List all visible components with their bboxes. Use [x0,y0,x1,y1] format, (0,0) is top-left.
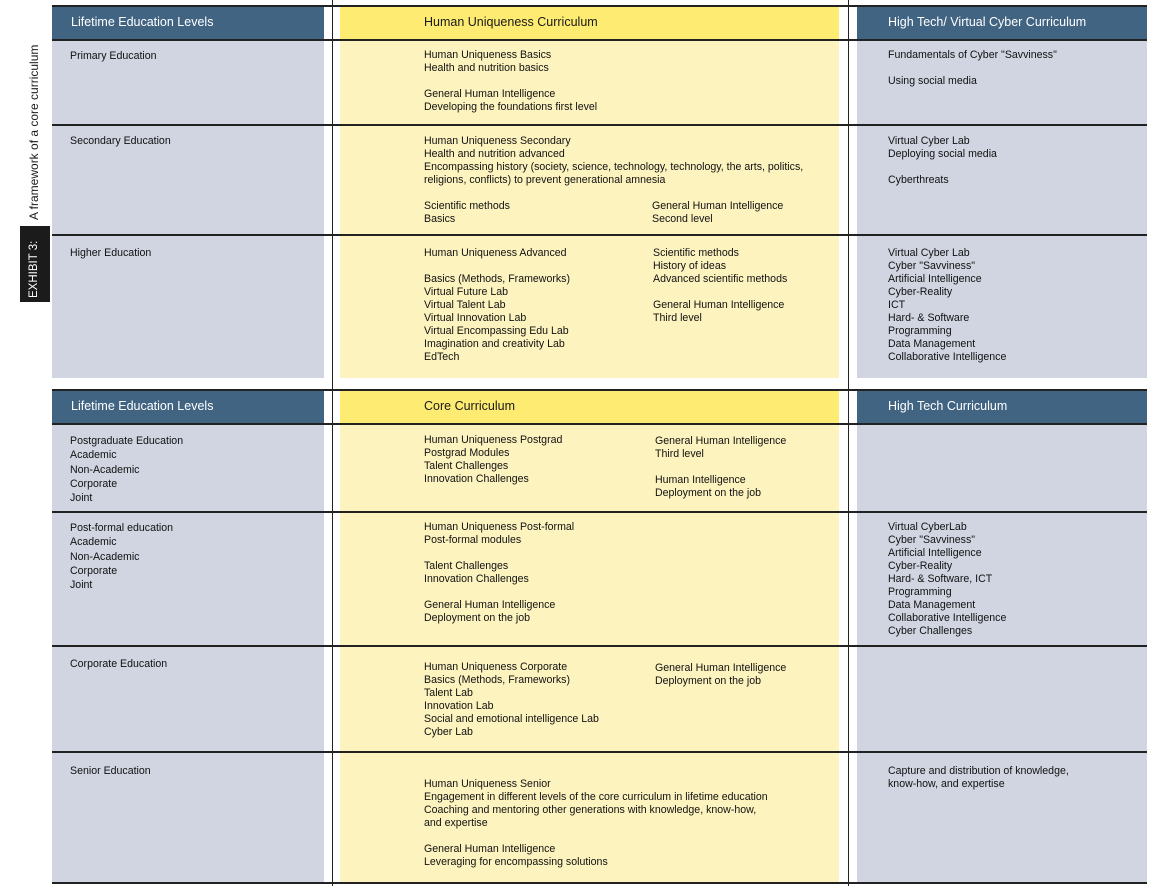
row-postgrad-tech-cell [857,425,1147,511]
exhibit-title: A framework of a core curriculum [27,44,41,220]
row-postformal-core-cell [340,513,839,645]
column-divider-left [332,0,333,886]
row-corporate-core-intelligence: General Human Intelligence Deployment on the job [655,662,787,687]
column-divider-right [848,0,849,886]
table1-header-levels: Lifetime Education Levels [52,7,324,39]
table1-header-core: Human Uniqueness Curriculum [340,7,839,39]
row-postgrad-core: Human Uniqueness Postgrad Postgrad Modules Talent Challenges Innovation Challenges [424,434,563,485]
table2-header-tech: High Tech Curriculum [857,391,1147,423]
row-higher-level: Higher Education [70,247,152,259]
row-postformal-core: Human Uniqueness Post-formal Post-formal modules Talent Challenges Innovation Challenges General Human Intelligence Deployment on the job [424,521,575,624]
row-primary-tech: Fundamentals of Cyber "Savviness" Using social media [888,49,1057,87]
row-primary-core: Human Uniqueness Basics Health and nutrition basics General Human Intelligence Developing the foundations first level [424,49,598,113]
row-corporate-level: Corporate Education [70,658,168,670]
row-postgrad-level: Postgraduate Education Academic Non-Academic Corporate Joint [70,435,184,505]
table2-header-core: Core Curriculum [340,391,839,423]
row-postformal-level: Post-formal education Academic Non-Academic Corporate Joint [70,522,174,592]
exhibit-tag: EXHIBIT 3: [28,240,40,298]
row-senior-core: Human Uniqueness Senior Engagement in different levels of the core curriculum in lifetime education Coaching and mentoring other generations with knowledge, know-how, and expertise General Human Intelligence Leveraging for encompassing solutions [424,778,768,868]
row-primary-level: Primary Education [70,50,157,62]
row-senior-tech: Capture and distribution of knowledge, know-how, and expertise [888,765,1069,790]
row-senior-level: Senior Education [70,765,151,777]
row-higher-core: Human Uniqueness Advanced Basics (Methods, Frameworks) Virtual Future Lab Virtual Talent Lab Virtual Innovation Lab Virtual Encompassing Edu Lab Imagination and creativity Lab EdTech [424,247,570,363]
row-secondary-core-intelligence: General Human Intelligence Second level [652,200,784,225]
row-secondary-core-methods: Scientific methods Basics [424,200,510,225]
table2-bottom-rule [52,882,1147,884]
row-secondary-tech: Virtual Cyber Lab Deploying social media Cyberthreats [888,135,997,186]
row-corporate-core: Human Uniqueness Corporate Basics (Methods, Frameworks) Talent Lab Innovation Lab Social and emotional intelligence Lab Cyber Lab [424,661,599,738]
row-corporate-tech-cell [857,647,1147,751]
table2-header-levels: Lifetime Education Levels [52,391,324,423]
row-higher-tech: Virtual Cyber Lab Cyber "Savviness" Artificial Intelligence Cyber-Reality ICT Hard- & Software Programming Data Management Collaborative Intelligence [888,247,1007,363]
row-higher-core-methods: Scientific methods History of ideas Advanced scientific methods General Human Intelligence Third level [653,247,788,324]
row-postformal-tech: Virtual CyberLab Cyber "Savviness" Artificial Intelligence Cyber-Reality Hard- & Software, ICT Programming Data Management Collaborative Intelligence Cyber Challenges [888,521,1007,637]
row-postgrad-core-intelligence: General Human Intelligence Third level Human Intelligence Deployment on the job [655,435,787,499]
table1-header-tech: High Tech/ Virtual Cyber Curriculum [857,7,1147,39]
row-secondary-core: Human Uniqueness Secondary Health and nutrition advanced Encompassing history (society, science, technology, technology, the arts, politics, religions, conflicts) to prevent generational amnesia [424,135,804,186]
row-secondary-level: Secondary Education [70,135,171,147]
